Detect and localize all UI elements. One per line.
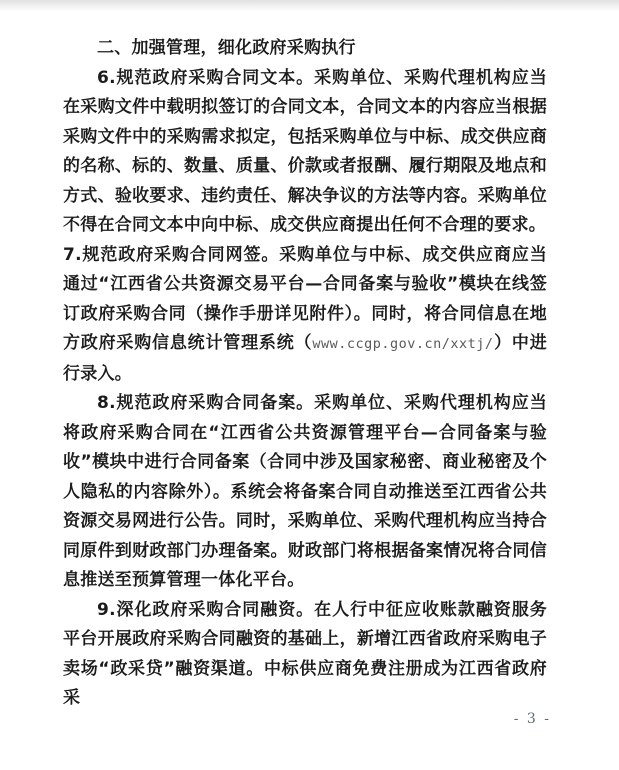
paragraph-item-6: 6.规范政府采购合同文本。采购单位、采购代理机构应当在采购文件中载明拟签订的合同文本，合同文本的内容应当根据采购文件中的采购需求拟定，包括采购单位与中标、成交供应商的名称、标的、数量、质量、价款或者报酬、履行期限及地点和方式、验收要求、违约责任、解决争议的方法等内容。采购单位不得在合同文本中向中标、成交供应商提出任何不合理的要求。	[63, 67, 547, 235]
paragraph-7-text-end: ）中进行录入。	[63, 333, 547, 384]
paragraph-7-text-start: 7.规范政府采购合同网签。采购单位与中标、成交供应商应当通过“江西省公共资源交易平台—合同备案与验收”模块在线签订政府采购合同（操作手册详见附件）。同时，将合同信息在地方政府采购信息统计管理系统（	[63, 244, 547, 353]
page-number: - 3 -	[513, 711, 551, 727]
paragraph-item-9: 9.深化政府采购合同融资。在人行中征应收账款融资服务平台开展政府采购合同融资的基础上，新增江西省政府采购电子卖场“政采贷”融资渠道。中标供应商免费注册成为江西省政府采	[63, 599, 547, 708]
section-heading: 二、加强管理，细化政府采购执行	[97, 38, 356, 58]
document-body	[63, 34, 547, 714]
ccgp-statistics-url: www.ccgp.gov.cn/xxtj/	[312, 336, 494, 352]
paragraph-item-8: 8.规范政府采购合同备案。采购单位、采购代理机构应当将政府采购合同在“江西省公共资源管理平台—合同备案与验收”模块中进行合同备案（合同中涉及国家秘密、商业秘密及个人隐私的内容除外）。系统会将备案合同自动推送至江西省公共资源交易网进行公告。同时，采购单位、采购代理机构应当持合同原件到财政部门办理备案。财政部门将根据备案情况将合同信息推送至预算管理一体化平台。	[63, 393, 547, 590]
paragraph-item-7	[63, 241, 547, 390]
page-top-shadow	[0, 0, 619, 12]
